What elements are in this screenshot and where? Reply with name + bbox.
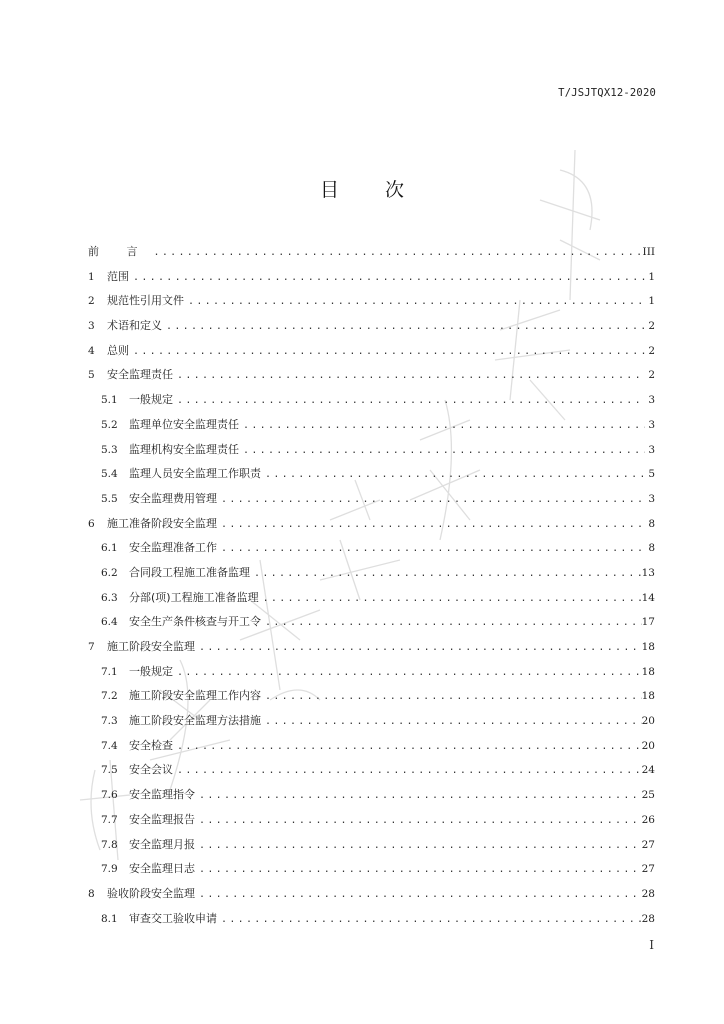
toc-entry-number: 8 <box>88 887 95 900</box>
toc-leader-dots <box>261 587 642 612</box>
toc-leader-dots <box>263 710 642 735</box>
toc-entry-number: 6.1 <box>101 542 118 555</box>
toc-entry[interactable] <box>88 882 655 907</box>
toc-entry[interactable] <box>88 907 655 932</box>
toc-entry[interactable] <box>88 413 655 438</box>
toc-leader-dots <box>219 537 645 562</box>
toc-entry-title: 一般规定 <box>129 393 173 407</box>
toc-entry-page: 18 <box>641 690 655 703</box>
toc-entry-title: 安全监理费用管理 <box>129 491 217 505</box>
toc-entry[interactable] <box>88 660 655 685</box>
toc-entry-page: III <box>642 246 655 258</box>
toc-entry-page: 18 <box>641 665 655 678</box>
toc-entry-title: 合同段工程施工准备监理 <box>129 565 250 579</box>
toc-entry-title: 施工阶段安全监理 <box>107 640 195 653</box>
toc-entry[interactable] <box>88 512 655 537</box>
toc-leader-dots <box>197 784 642 809</box>
toc-entry[interactable] <box>88 586 655 611</box>
toc-entry-title: 范围 <box>107 269 129 283</box>
toc-leader-dots <box>197 809 642 834</box>
toc-entry-page: 13 <box>641 566 655 579</box>
toc-entry[interactable] <box>88 388 655 413</box>
toc-entry[interactable] <box>88 462 655 487</box>
toc-entry-page: 8 <box>648 517 655 530</box>
toc-entry-number: 8.1 <box>101 912 118 925</box>
toc-leader-dots <box>241 439 645 464</box>
toc-entry-number: 3 <box>88 320 95 333</box>
toc-leader-dots <box>197 858 642 883</box>
toc-entry-page: 26 <box>641 813 655 826</box>
toc-entry[interactable] <box>88 635 655 660</box>
toc-leader-dots <box>186 290 645 315</box>
toc-entry-title: 施工阶段安全监理工作内容 <box>129 689 261 703</box>
toc-leader-dots <box>175 735 642 760</box>
toc-entry[interactable] <box>88 684 655 709</box>
toc-entry[interactable] <box>88 758 655 783</box>
toc-entry-number: 7.5 <box>101 764 118 777</box>
toc-entry[interactable] <box>88 561 655 586</box>
toc-entry-number: 5.2 <box>101 418 118 431</box>
toc-entry-page: 3 <box>648 394 655 407</box>
toc-entry[interactable] <box>88 808 655 833</box>
toc-entry-title: 施工阶段安全监理方法措施 <box>129 714 261 728</box>
toc-entry-title: 安全生产条件核查与开工令 <box>129 615 261 629</box>
toc-entry-number: 6.2 <box>101 566 118 579</box>
toc-entry-title: 安全监理日志 <box>129 862 195 876</box>
page-number: I <box>649 938 654 952</box>
toc-leader-dots <box>197 883 642 908</box>
toc-entry[interactable] <box>88 857 655 882</box>
toc-entry-number: 2 <box>88 295 95 308</box>
toc-entry[interactable] <box>88 833 655 858</box>
toc-entry[interactable] <box>88 289 655 314</box>
toc-entry-number: 5.1 <box>101 394 118 407</box>
toc-entry-page: 3 <box>648 418 655 431</box>
toc-entry-number: 7.6 <box>101 789 118 802</box>
toc-entry-number: 5.3 <box>101 443 118 456</box>
toc-entry-title: 安全会议 <box>129 763 173 777</box>
toc-leader-dots <box>197 636 642 661</box>
toc-entry-page: 14 <box>641 591 655 604</box>
toc-entry-page: 1 <box>648 295 655 308</box>
toc-entry[interactable] <box>88 783 655 808</box>
toc-entry[interactable] <box>88 709 655 734</box>
toc-entry-page: 18 <box>641 641 655 653</box>
toc-entry-number: 6 <box>88 517 95 530</box>
toc-entry[interactable] <box>88 438 655 463</box>
toc-entry-title: 审查交工验收申请 <box>129 911 217 925</box>
toc-entry-title: 监理机构安全监理责任 <box>129 442 239 456</box>
toc-entry[interactable] <box>88 363 655 388</box>
toc-entry-title: 验收阶段安全监理 <box>107 886 195 900</box>
toc-entry-page: 24 <box>641 764 655 777</box>
toc-entry-title: 施工准备阶段安全监理 <box>107 516 217 530</box>
toc-entry-title: 安全监理准备工作 <box>129 541 217 555</box>
toc-entry-title: 总则 <box>107 343 129 357</box>
toc-entry-title: 规范性引用文件 <box>107 294 184 308</box>
toc-leader-dots <box>219 488 645 513</box>
toc-entry-page: 17 <box>641 616 655 629</box>
toc-entry[interactable] <box>88 339 655 364</box>
toc-entry-page: 2 <box>648 369 655 382</box>
toc-leader-dots <box>252 562 642 587</box>
toc-leader-dots <box>175 759 642 784</box>
toc-entry-page: 27 <box>641 838 655 851</box>
table-of-contents <box>88 240 655 931</box>
toc-entry-number: 6.4 <box>101 616 118 629</box>
toc-leader-dots <box>131 340 645 365</box>
toc-entry-number: 7.9 <box>101 863 118 876</box>
toc-leader-dots <box>164 315 645 340</box>
toc-entry-title: 安全监理报告 <box>129 812 195 826</box>
toc-entry-page: 20 <box>641 715 655 728</box>
toc-entry-title: 监理人员安全监理工作职责 <box>129 467 261 481</box>
toc-entry-page: 28 <box>641 887 655 900</box>
toc-entry-title: 安全检查 <box>129 738 173 752</box>
toc-leader-dots <box>219 908 642 933</box>
toc-entry[interactable] <box>88 536 655 561</box>
toc-entry-number: 7.4 <box>101 739 118 752</box>
toc-leader-dots <box>263 685 642 710</box>
toc-entry-page: 25 <box>641 789 655 802</box>
toc-leader-dots <box>152 241 643 266</box>
toc-entry-number: 5.4 <box>101 468 118 481</box>
toc-entry-page: 20 <box>641 739 655 752</box>
toc-leader-dots <box>263 463 645 488</box>
toc-entry-page: 27 <box>641 863 655 876</box>
toc-entry[interactable] <box>88 314 655 339</box>
toc-leader-dots <box>219 513 645 538</box>
standard-code: T/JSJTQX12-2020 <box>558 87 656 99</box>
toc-leader-dots <box>197 834 642 859</box>
toc-entry-title: 前 言 <box>88 245 150 258</box>
toc-leader-dots <box>175 389 645 414</box>
toc-entry[interactable] <box>88 610 655 635</box>
toc-entry-title: 安全监理责任 <box>107 368 173 382</box>
toc-entry-page: 2 <box>648 344 655 357</box>
toc-entry-number: 5.5 <box>101 492 118 505</box>
toc-entry-title: 术语和定义 <box>107 319 162 333</box>
toc-entry-title: 分部(项)工程施工准备监理 <box>129 590 259 604</box>
toc-entry[interactable] <box>88 487 655 512</box>
toc-entry[interactable] <box>88 265 655 290</box>
toc-entry-title: 监理单位安全监理责任 <box>129 417 239 431</box>
toc-leader-dots <box>241 414 645 439</box>
toc-entry-title: 安全监理月报 <box>129 837 195 851</box>
toc-entry-number: 4 <box>88 344 95 357</box>
toc-entry-title: 安全监理指令 <box>129 788 195 802</box>
toc-entry-number: 7.3 <box>101 715 118 728</box>
toc-entry-page: 5 <box>648 468 655 481</box>
toc-entry-page: 1 <box>648 270 655 283</box>
toc-entry[interactable] <box>88 240 655 265</box>
toc-entry-number: 7.1 <box>101 665 118 678</box>
toc-entry-number: 7.8 <box>101 838 118 851</box>
toc-entry-page: 3 <box>648 443 655 456</box>
toc-entry-title: 一般规定 <box>129 664 173 678</box>
toc-entry-number: 7 <box>88 641 95 653</box>
toc-entry-number: 7.2 <box>101 690 118 703</box>
toc-entry-page: 8 <box>648 542 655 555</box>
toc-title: 目 次 <box>319 179 425 201</box>
toc-leader-dots <box>175 661 642 686</box>
toc-entry-number: 5 <box>88 369 95 382</box>
toc-leader-dots <box>263 611 642 636</box>
toc-entry[interactable] <box>88 734 655 759</box>
toc-entry-page: 2 <box>648 320 655 333</box>
toc-entry-number: 6.3 <box>101 591 118 604</box>
toc-entry-page: 3 <box>648 492 655 505</box>
toc-leader-dots <box>131 266 645 291</box>
toc-entry-number: 1 <box>88 270 95 283</box>
toc-entry-number: 7.7 <box>101 813 118 826</box>
toc-leader-dots <box>175 364 645 389</box>
toc-entry-page: 28 <box>641 912 655 925</box>
